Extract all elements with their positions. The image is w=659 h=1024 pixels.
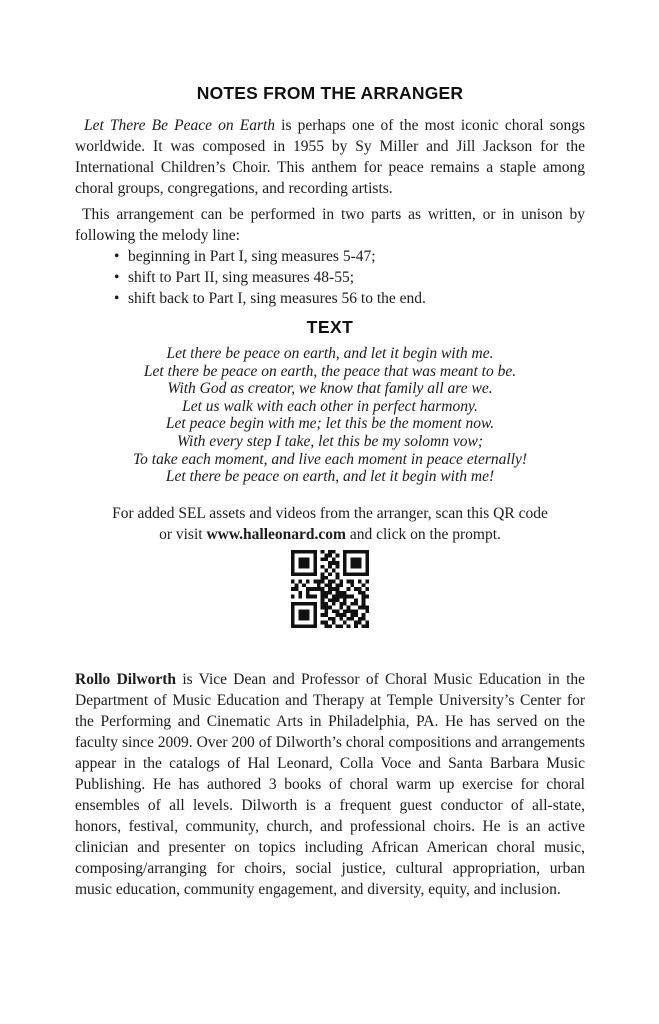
lyric-line: Let us walk with each other in perfect harmony. bbox=[182, 397, 478, 415]
lyric-line: To take each moment, and live each moment in peace eternally! bbox=[132, 450, 528, 468]
qr-code-container bbox=[75, 550, 585, 633]
qr-instructions-line1: For added SEL assets and videos from the arranger, scan this QR code bbox=[112, 504, 548, 522]
arranger-notes-text: is perhaps one of the most iconic choral songs worldwide. It was composed in 1955 by Sy Miller and Jill Jackson for the International Children’s Choir. This anthem for peace remains a staple among choral groups, congregations, and recording artists. bbox=[75, 117, 586, 197]
website-url: www.halleonard.com bbox=[206, 525, 346, 543]
qr-instructions bbox=[75, 503, 585, 545]
qr-instructions-line2 bbox=[75, 524, 585, 545]
performance-note-paragraph: This arrangement can be performed in two parts as written, or in unison by following the melody line: bbox=[75, 206, 585, 244]
lyric-line: Let there be peace on earth, and let it begin with me! bbox=[165, 468, 495, 486]
bullet-list bbox=[75, 246, 585, 309]
lyric-line: With every step I take, let this be my solomn vow; bbox=[176, 432, 484, 450]
arranger-notes-paragraph bbox=[75, 115, 585, 199]
lyrics-block bbox=[75, 345, 585, 486]
bio-text: is Vice Dean and Professor of Choral Music Education in the Department of Music Education and Therapy at Temple University’s Center for the Performing and Cinematic Arts in Philadelphia, PA. He has served on the faculty since 2009. Over 200 of Dilworth’s choral compositions and arrangements appear in the catalogs of Hal Leonard, Colla Voce and Santa Barbara Music Publishing. He has authored 3 books of choral warm up exercise for choral ensembles of all levels. Dilworth is a frequent guest conductor of all-state, honors, festival, community, church, and professional choirs. He is an active clinician and presenter on topics including African American choral music, composing/arranging for choirs, social justice, cultural appropriation, urban music education, community engagement, and diversity, equity, and inclusion. bbox=[75, 670, 586, 898]
bio-paragraph bbox=[75, 669, 585, 900]
qr-code bbox=[291, 615, 369, 632]
bio-name: Rollo Dilworth bbox=[75, 670, 177, 688]
lyric-line: Let peace begin with me; let this be the moment now. bbox=[165, 415, 495, 433]
bullet-item: • shift to Part II, sing measures 48-55; bbox=[128, 267, 585, 288]
bullet-item: • shift back to Part I, sing measures 56 to the end. bbox=[128, 288, 585, 309]
page-title: NOTES FROM THE ARRANGER bbox=[196, 83, 464, 103]
lyric-line: Let there be peace on earth, the peace that was meant to be. bbox=[143, 362, 517, 380]
lyric-line: With God as creator, we know that family all are we. bbox=[167, 380, 493, 398]
bullet-item: • beginning in Part I, sing measures 5-47; bbox=[128, 246, 585, 267]
text-section-heading: TEXT bbox=[306, 317, 354, 337]
qr-instructions-prefix: or visit bbox=[159, 525, 207, 543]
qr-instructions-suffix: and click on the prompt. bbox=[345, 525, 501, 543]
song-title-italic: Let There Be Peace on Earth bbox=[84, 117, 276, 134]
lyric-line: Let there be peace on earth, and let it begin with me. bbox=[166, 345, 494, 362]
